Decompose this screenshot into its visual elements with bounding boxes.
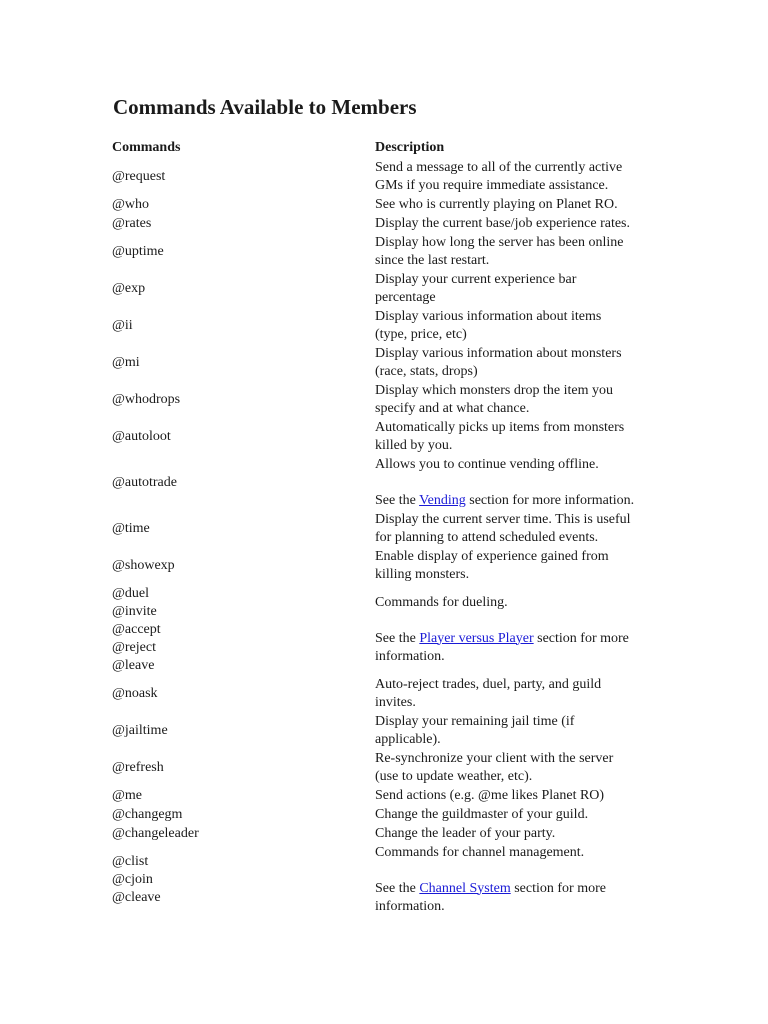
description-spacer [375, 474, 665, 492]
command-name: @changegm [112, 806, 183, 822]
command-name: @jailtime [112, 722, 168, 738]
description-text: (race, stats, drops) [375, 363, 478, 379]
description-cell [375, 456, 665, 510]
description-line [375, 768, 665, 786]
description-cell [375, 159, 665, 195]
command-name: @cleave [112, 889, 161, 905]
description-line [375, 630, 665, 648]
description-text: Send a message to all of the currently active [375, 159, 623, 175]
description-line [375, 234, 665, 252]
table-row [112, 805, 672, 824]
description-line [375, 787, 665, 805]
description-text: Display which monsters drop the item you [375, 382, 613, 398]
description-text: information. [375, 898, 445, 914]
description-line [375, 456, 665, 474]
command-cell [112, 243, 375, 261]
command-name: @accept [112, 621, 161, 637]
table-row [112, 381, 672, 418]
description-text: (type, price, etc) [375, 326, 467, 342]
description-line [375, 492, 665, 510]
description-cell [375, 308, 665, 344]
command-name: @mi [112, 354, 140, 370]
command-name: @clist [112, 853, 149, 869]
description-line [375, 898, 665, 916]
description-line [375, 694, 665, 712]
description-text: invites. [375, 694, 416, 710]
command-cell [112, 215, 375, 233]
section-link[interactable]: Player versus Player [419, 630, 534, 646]
description-line [375, 271, 665, 289]
table-row [112, 307, 672, 344]
command-name: @who [112, 196, 150, 212]
command-name: @uptime [112, 243, 164, 259]
header-description: Description [375, 140, 445, 155]
description-line [375, 750, 665, 768]
table-row [112, 712, 672, 749]
table-body [112, 158, 672, 916]
description-line [375, 511, 665, 529]
description-cell [375, 750, 665, 786]
description-text: percentage [375, 289, 436, 305]
command-name: @request [112, 168, 166, 184]
description-line [375, 676, 665, 694]
command-name: @me [112, 787, 142, 803]
description-text: Send actions (e.g. @me likes Planet RO) [375, 787, 605, 803]
description-cell [375, 196, 665, 214]
table-row [112, 418, 672, 455]
description-text: killing monsters. [375, 566, 470, 582]
description-cell [375, 825, 665, 843]
description-text: killed by you. [375, 437, 453, 453]
commands-table [112, 138, 672, 916]
command-cell [112, 520, 375, 538]
description-text: Display your current experience bar [375, 271, 577, 287]
command-name: @leave [112, 657, 155, 673]
table-row [112, 510, 672, 547]
description-line [375, 566, 665, 584]
description-text: section for more [510, 880, 606, 896]
description-line [375, 382, 665, 400]
table-row [112, 270, 672, 307]
header-commands: Commands [112, 140, 181, 155]
description-text: Re-synchronize your client with the server [375, 750, 614, 766]
description-cell [375, 713, 665, 749]
description-text: Change the leader of your party. [375, 825, 556, 841]
description-line [375, 594, 665, 612]
description-text: See the [375, 630, 420, 646]
description-line [375, 548, 665, 566]
description-line [375, 419, 665, 437]
description-spacer [375, 862, 665, 880]
description-text: for planning to attend scheduled events. [375, 529, 599, 545]
command-name: @duel [112, 585, 149, 601]
command-cell [112, 354, 375, 372]
command-cell [112, 474, 375, 492]
command-cell [112, 557, 375, 575]
command-cell [112, 685, 375, 703]
description-cell [375, 594, 665, 666]
table-row [112, 455, 672, 510]
command-cell [112, 825, 375, 843]
description-text: information. [375, 648, 445, 664]
table-row [112, 675, 672, 712]
description-line [375, 648, 665, 666]
command-name: @cjoin [112, 871, 153, 887]
command-name: @time [112, 520, 150, 536]
description-text: since the last restart. [375, 252, 490, 268]
description-text: Display the current base/job experience rates. [375, 215, 631, 231]
description-cell [375, 787, 665, 805]
command-cell [112, 317, 375, 335]
command-cell [112, 787, 375, 805]
description-line [375, 345, 665, 363]
table-header [112, 138, 672, 158]
command-cell [112, 759, 375, 777]
description-line [375, 308, 665, 326]
command-name: @showexp [112, 557, 175, 573]
description-cell [375, 234, 665, 270]
description-cell [375, 345, 665, 381]
description-text: See the [375, 492, 420, 508]
description-line [375, 437, 665, 455]
description-cell [375, 844, 665, 916]
description-line [375, 825, 665, 843]
section-link[interactable]: Channel System [419, 880, 511, 896]
command-cell [112, 168, 375, 186]
description-line [375, 806, 665, 824]
description-cell [375, 271, 665, 307]
description-line [375, 215, 665, 233]
description-text: Commands for channel management. [375, 844, 585, 860]
description-cell [375, 806, 665, 824]
command-name: @rates [112, 215, 152, 231]
description-line [375, 880, 665, 898]
description-cell [375, 676, 665, 712]
table-row [112, 195, 672, 214]
description-text: See who is currently playing on Planet RO. [375, 196, 618, 212]
description-text: Display your remaining jail time (if [375, 713, 575, 729]
description-line [375, 363, 665, 381]
table-row [112, 233, 672, 270]
description-line [375, 159, 665, 177]
description-line [375, 177, 665, 195]
description-text: section for more information. [465, 492, 635, 508]
description-line [375, 326, 665, 344]
command-name: @changeleader [112, 825, 199, 841]
description-text: Display various information about items [375, 308, 602, 324]
table-row [112, 584, 672, 675]
description-line [375, 289, 665, 307]
command-cell [112, 853, 375, 907]
description-line [375, 713, 665, 731]
command-name: @exp [112, 280, 146, 296]
description-cell [375, 548, 665, 584]
command-name: @noask [112, 685, 158, 701]
description-text: Auto-reject trades, duel, party, and guild [375, 676, 602, 692]
description-line [375, 731, 665, 749]
description-text: Allows you to continue vending offline. [375, 456, 599, 472]
description-line [375, 196, 665, 214]
description-text: Display the current server time. This is useful [375, 511, 631, 527]
description-cell [375, 419, 665, 455]
command-name: @reject [112, 639, 156, 655]
description-text: See the [375, 880, 420, 896]
command-name: @autotrade [112, 474, 177, 490]
command-cell [112, 391, 375, 409]
command-name: @autoloot [112, 428, 171, 444]
table-row [112, 344, 672, 381]
description-text: (use to update weather, etc). [375, 768, 533, 784]
page-title: Commands Available to Members [113, 95, 417, 119]
description-cell [375, 382, 665, 418]
command-cell [112, 280, 375, 298]
command-name: @ii [112, 317, 133, 333]
table-row [112, 214, 672, 233]
description-text: Commands for dueling. [375, 594, 508, 610]
table-row [112, 749, 672, 786]
table-row [112, 158, 672, 195]
command-name: @whodrops [112, 391, 181, 407]
description-line [375, 400, 665, 418]
command-cell [112, 585, 375, 675]
description-text: GMs if you require immediate assistance. [375, 177, 609, 193]
command-cell [112, 806, 375, 824]
description-text: Automatically picks up items from monsters [375, 419, 625, 435]
description-text: Display various information about monsters [375, 345, 622, 361]
table-row [112, 786, 672, 805]
description-spacer [375, 612, 665, 630]
table-row [112, 843, 672, 916]
description-line [375, 252, 665, 270]
description-cell [375, 511, 665, 547]
section-link[interactable]: Vending [419, 492, 466, 508]
description-text: Change the guildmaster of your guild. [375, 806, 589, 822]
command-name: @refresh [112, 759, 164, 775]
description-cell [375, 215, 665, 233]
description-text: Enable display of experience gained from [375, 548, 609, 564]
description-text: specify and at what chance. [375, 400, 530, 416]
description-text: section for more [533, 630, 629, 646]
description-text: applicable). [375, 731, 441, 747]
command-cell [112, 428, 375, 446]
command-cell [112, 722, 375, 740]
command-name: @invite [112, 603, 157, 619]
table-row [112, 824, 672, 843]
command-cell [112, 196, 375, 214]
description-line [375, 844, 665, 862]
description-line [375, 529, 665, 547]
description-text: Display how long the server has been online [375, 234, 624, 250]
table-row [112, 547, 672, 584]
